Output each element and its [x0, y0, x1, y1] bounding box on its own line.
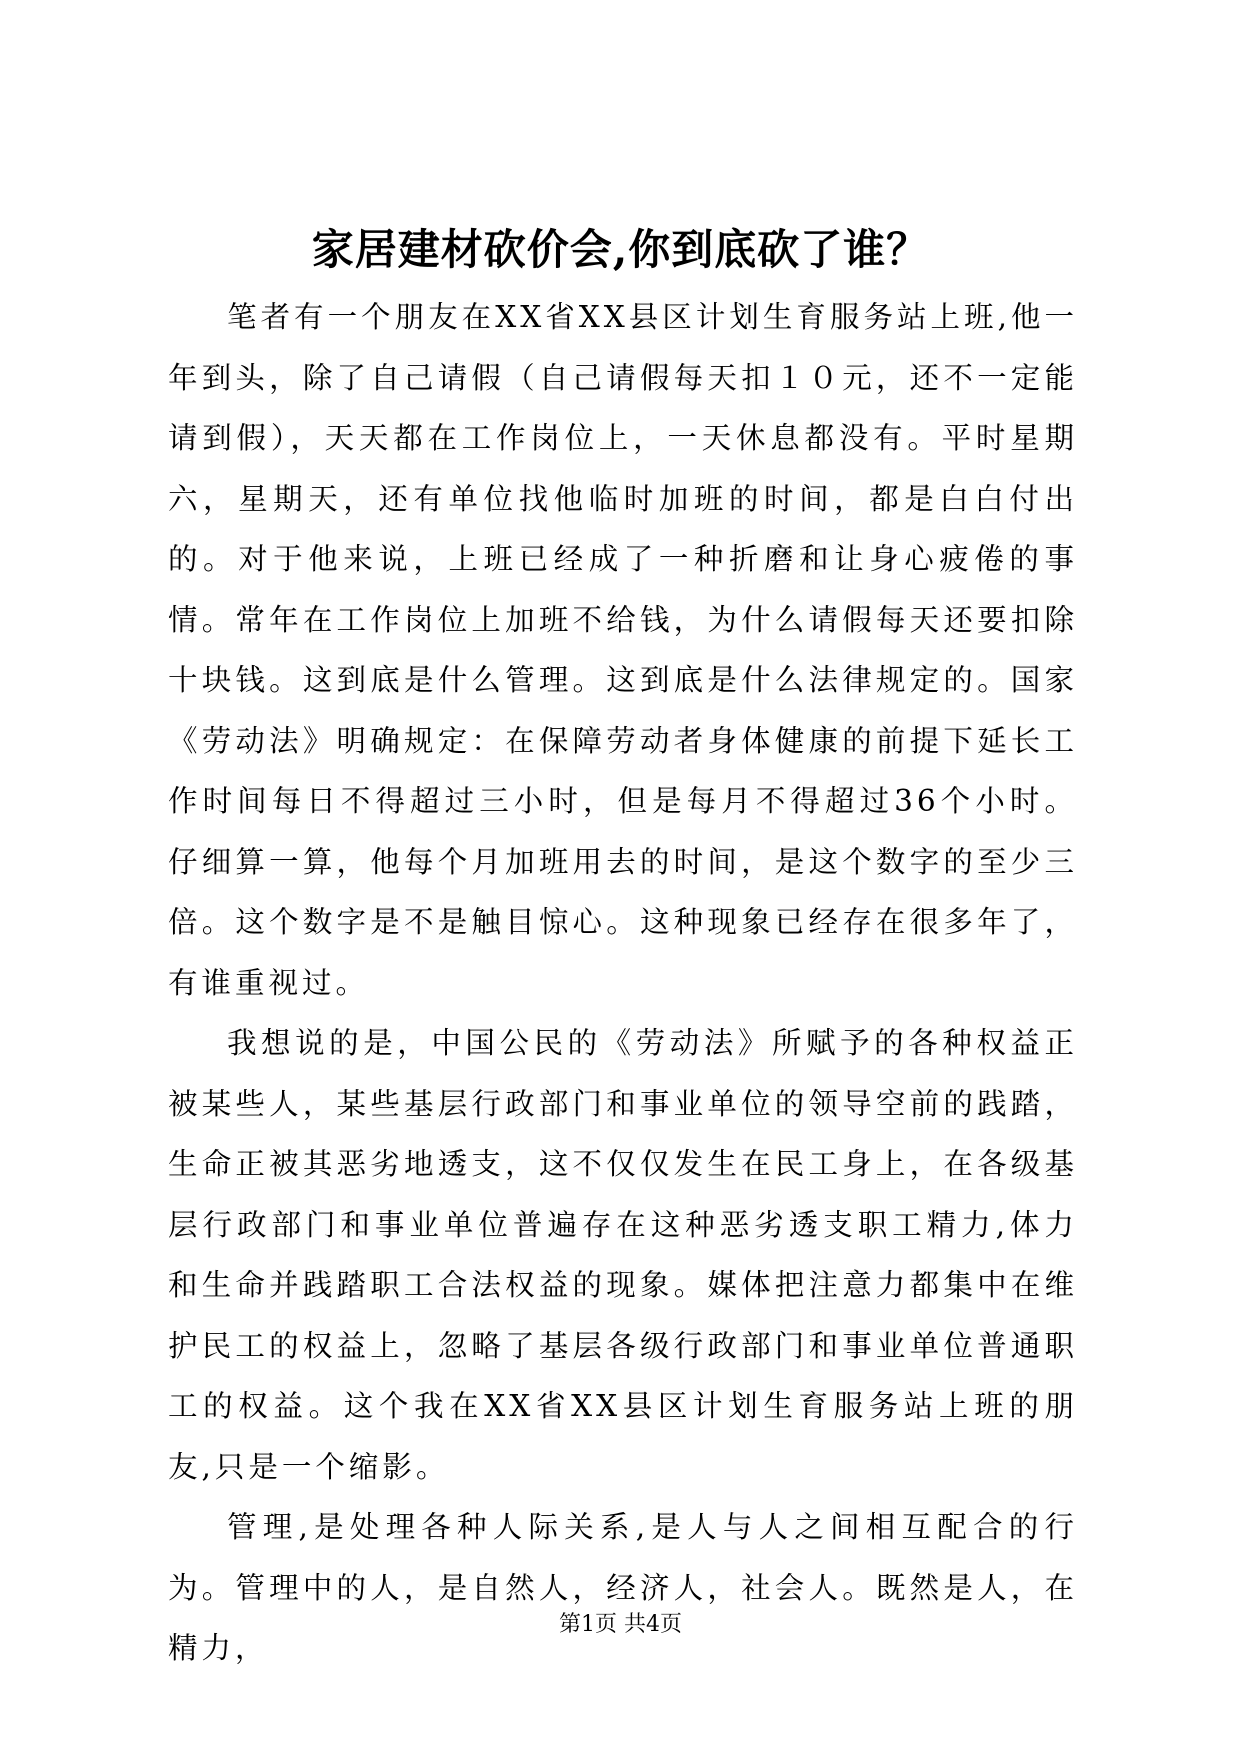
paragraph-3: 管理,是处理各种人际关系,是人与人之间相互配合的行为。管理中的人，是自然人，经济人，社会人。既然是人，在精力，: [168, 1510, 1078, 1665]
paragraph-1: 笔者有一个朋友在XX省XX县区计划生育服务站上班,他一年到头，除了自己请假（自己请假每天扣１０元，还不一定能请到假），天天都在工作岗位上，一天休息都没有。平时星期六，星期天，还有单位找他临时加班的时间，都是白白付出的。对于他来说，上班已经成了一种折磨和让身心疲倦的事情。常年在工作岗位上加班不给钱，为什么请假每天还要扣除十块钱。这到底是什么管理。这到底是什么法律规定的。国家《劳动法》明确规定：在保障劳动者身体健康的前提下延长工作时间每日不得超过三小时，但是每月不得超过36个小时。仔细算一算，他每个月加班用去的时间，是这个数字的至少三倍。这个数字是不是触目惊心。这种现象已经存在很多年了，有谁重视过。: [168, 300, 1078, 1000]
document-title: 家居建材砍价会,你到底砍了谁？: [311, 225, 930, 274]
paragraph-2: 我想说的是，中国公民的《劳动法》所赋予的各种权益正被某些人，某些基层行政部门和事业单位的领导空前的践踏，生命正被其恶劣地透支，这不仅仅发生在民工身上，在各级基层行政部门和事业单位普遍存在这种恶劣透支职工精力,体力和生命并践踏职工合法权益的现象。媒体把注意力都集中在维护民工的权益上，忽略了基层各级行政部门和事业单位普通职工的权益。这个我在XX省XX县区计划生育服务站上班的朋友,只是一个缩影。: [168, 1026, 1078, 1484]
page-footer: 第1页 共4页: [559, 1612, 682, 1637]
document-body: [168, 287, 1078, 1679]
